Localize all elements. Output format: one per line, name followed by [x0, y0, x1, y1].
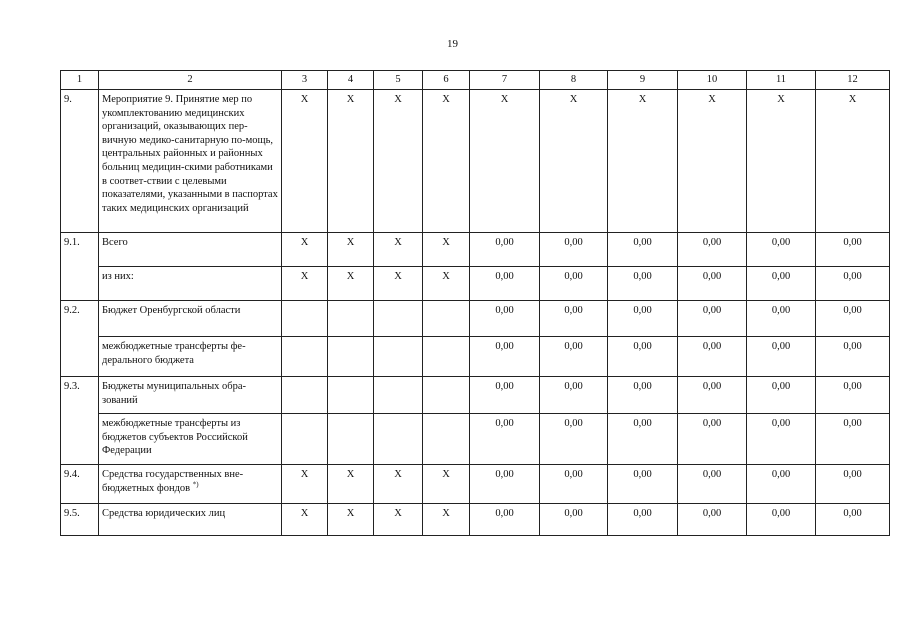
row-name-cell — [99, 465, 282, 504]
table-row — [61, 504, 890, 536]
table-cell: 0,00 — [816, 267, 890, 301]
column-header: 7 — [470, 71, 540, 90]
row-name: Средства юридических лиц — [99, 504, 282, 536]
table-cell: X — [423, 465, 470, 504]
table-cell: X — [374, 233, 423, 267]
table-cell: 0,00 — [470, 414, 540, 465]
table-cell: 0,00 — [747, 414, 816, 465]
row-number: 9.1. — [61, 233, 99, 301]
table-cell: 0,00 — [540, 377, 608, 414]
table-cell: 0,00 — [608, 233, 678, 267]
table-cell: X — [328, 233, 374, 267]
column-header: 12 — [816, 71, 890, 90]
row-number: 9.4. — [61, 465, 99, 504]
table-cell: 0,00 — [470, 504, 540, 536]
table-cell: X — [816, 90, 890, 233]
table-cell — [374, 377, 423, 414]
table-row — [61, 465, 890, 504]
table-cell — [328, 301, 374, 337]
table-cell: 0,00 — [678, 414, 747, 465]
table-cell: X — [423, 504, 470, 536]
row-number: 9.2. — [61, 301, 99, 377]
table-row — [61, 267, 890, 301]
table-cell: 0,00 — [540, 267, 608, 301]
table-cell: X — [328, 504, 374, 536]
row-number: 9. — [61, 90, 99, 233]
table-cell: 0,00 — [608, 504, 678, 536]
table-cell: 0,00 — [816, 301, 890, 337]
table-cell: X — [282, 465, 328, 504]
table-cell — [328, 337, 374, 377]
table-cell — [328, 377, 374, 414]
table-row — [61, 233, 890, 267]
row-number: 9.5. — [61, 504, 99, 536]
table-cell — [282, 337, 328, 377]
table-cell — [328, 414, 374, 465]
column-header: 9 — [608, 71, 678, 90]
table-cell: X — [282, 90, 328, 233]
table-cell: 0,00 — [608, 414, 678, 465]
table-cell: 0,00 — [608, 465, 678, 504]
table-cell: 0,00 — [540, 504, 608, 536]
table-cell: 0,00 — [540, 337, 608, 377]
table-cell: 0,00 — [747, 377, 816, 414]
table-cell: 0,00 — [747, 233, 816, 267]
table-cell: 0,00 — [470, 465, 540, 504]
table-cell: 0,00 — [678, 337, 747, 377]
table-cell: 0,00 — [747, 267, 816, 301]
table-cell: X — [282, 233, 328, 267]
row-name: Мероприятие 9. Принятие мер по укомплектованию медицинских организаций, оказывающих пер-вичную медико-санитарную по-мощь, центральных районных и районных больниц медицин-скими работниками в соответ-ствии с целевыми показателями, указанными в паспортах таких медицинских организаций — [99, 90, 282, 233]
table-cell: 0,00 — [608, 337, 678, 377]
column-header: 8 — [540, 71, 608, 90]
row-name: Средства государственных вне-бюджетных фондов — [102, 469, 244, 494]
table-cell: X — [540, 90, 608, 233]
table-cell: 0,00 — [678, 301, 747, 337]
budget-table — [60, 70, 890, 536]
table-cell: 0,00 — [747, 465, 816, 504]
column-header: 6 — [423, 71, 470, 90]
column-header: 1 — [61, 71, 99, 90]
table-cell: X — [608, 90, 678, 233]
table-cell: 0,00 — [540, 414, 608, 465]
column-header: 10 — [678, 71, 747, 90]
table-cell — [374, 337, 423, 377]
table-cell: 0,00 — [608, 301, 678, 337]
row-name: Бюджеты муниципальных обра-зований — [99, 377, 282, 414]
table-cell: X — [328, 465, 374, 504]
table-cell: 0,00 — [540, 301, 608, 337]
table-cell: 0,00 — [816, 414, 890, 465]
table-cell: X — [374, 465, 423, 504]
row-name: межбюджетные трансферты из бюджетов субъектов Российской Федерации — [99, 414, 282, 465]
table-cell: 0,00 — [470, 377, 540, 414]
table-cell — [374, 301, 423, 337]
table-cell: X — [282, 267, 328, 301]
table-cell: X — [374, 267, 423, 301]
column-header: 4 — [328, 71, 374, 90]
table-row — [61, 377, 890, 414]
table-cell: 0,00 — [816, 377, 890, 414]
table-cell: 0,00 — [540, 465, 608, 504]
table-cell: X — [282, 504, 328, 536]
table-cell: X — [374, 90, 423, 233]
row-name: из них: — [99, 267, 282, 301]
table-row — [61, 301, 890, 337]
row-name: Бюджет Оренбургской области — [99, 301, 282, 337]
table-cell: 0,00 — [816, 504, 890, 536]
table-cell: 0,00 — [747, 504, 816, 536]
table-cell: X — [328, 90, 374, 233]
table-cell — [423, 301, 470, 337]
table-cell: X — [423, 267, 470, 301]
header-row — [61, 71, 890, 90]
table-cell — [423, 414, 470, 465]
table-cell: 0,00 — [816, 465, 890, 504]
column-header: 11 — [747, 71, 816, 90]
footnote-mark: *) — [192, 480, 199, 489]
table-cell: 0,00 — [540, 233, 608, 267]
table-cell: 0,00 — [816, 233, 890, 267]
table-cell: X — [678, 90, 747, 233]
column-header: 2 — [99, 71, 282, 90]
table-row — [61, 337, 890, 377]
table-cell — [282, 414, 328, 465]
table-cell: 0,00 — [816, 337, 890, 377]
table-cell: X — [470, 90, 540, 233]
table-cell: X — [747, 90, 816, 233]
table-cell: 0,00 — [678, 504, 747, 536]
table-cell: 0,00 — [608, 267, 678, 301]
row-name: Всего — [99, 233, 282, 267]
table-row — [61, 414, 890, 465]
table-cell: 0,00 — [470, 233, 540, 267]
table-cell: X — [423, 233, 470, 267]
table-cell: X — [423, 90, 470, 233]
table-cell — [423, 377, 470, 414]
table-cell: 0,00 — [608, 377, 678, 414]
table-row — [61, 90, 890, 233]
table-cell — [423, 337, 470, 377]
row-number: 9.3. — [61, 377, 99, 465]
table-cell — [282, 377, 328, 414]
table-cell: 0,00 — [678, 267, 747, 301]
row-name: межбюджетные трансферты фе-дерального бюджета — [99, 337, 282, 377]
table-cell: 0,00 — [678, 377, 747, 414]
table-cell: 0,00 — [678, 465, 747, 504]
column-header: 3 — [282, 71, 328, 90]
table-cell — [282, 301, 328, 337]
table-cell — [374, 414, 423, 465]
table-cell: 0,00 — [470, 337, 540, 377]
table-cell: 0,00 — [747, 301, 816, 337]
table-cell: X — [328, 267, 374, 301]
table-cell: 0,00 — [747, 337, 816, 377]
table-cell: 0,00 — [470, 267, 540, 301]
table-cell: 0,00 — [678, 233, 747, 267]
page-number: 19 — [447, 38, 458, 50]
table-cell: X — [374, 504, 423, 536]
table-cell: 0,00 — [470, 301, 540, 337]
column-header: 5 — [374, 71, 423, 90]
